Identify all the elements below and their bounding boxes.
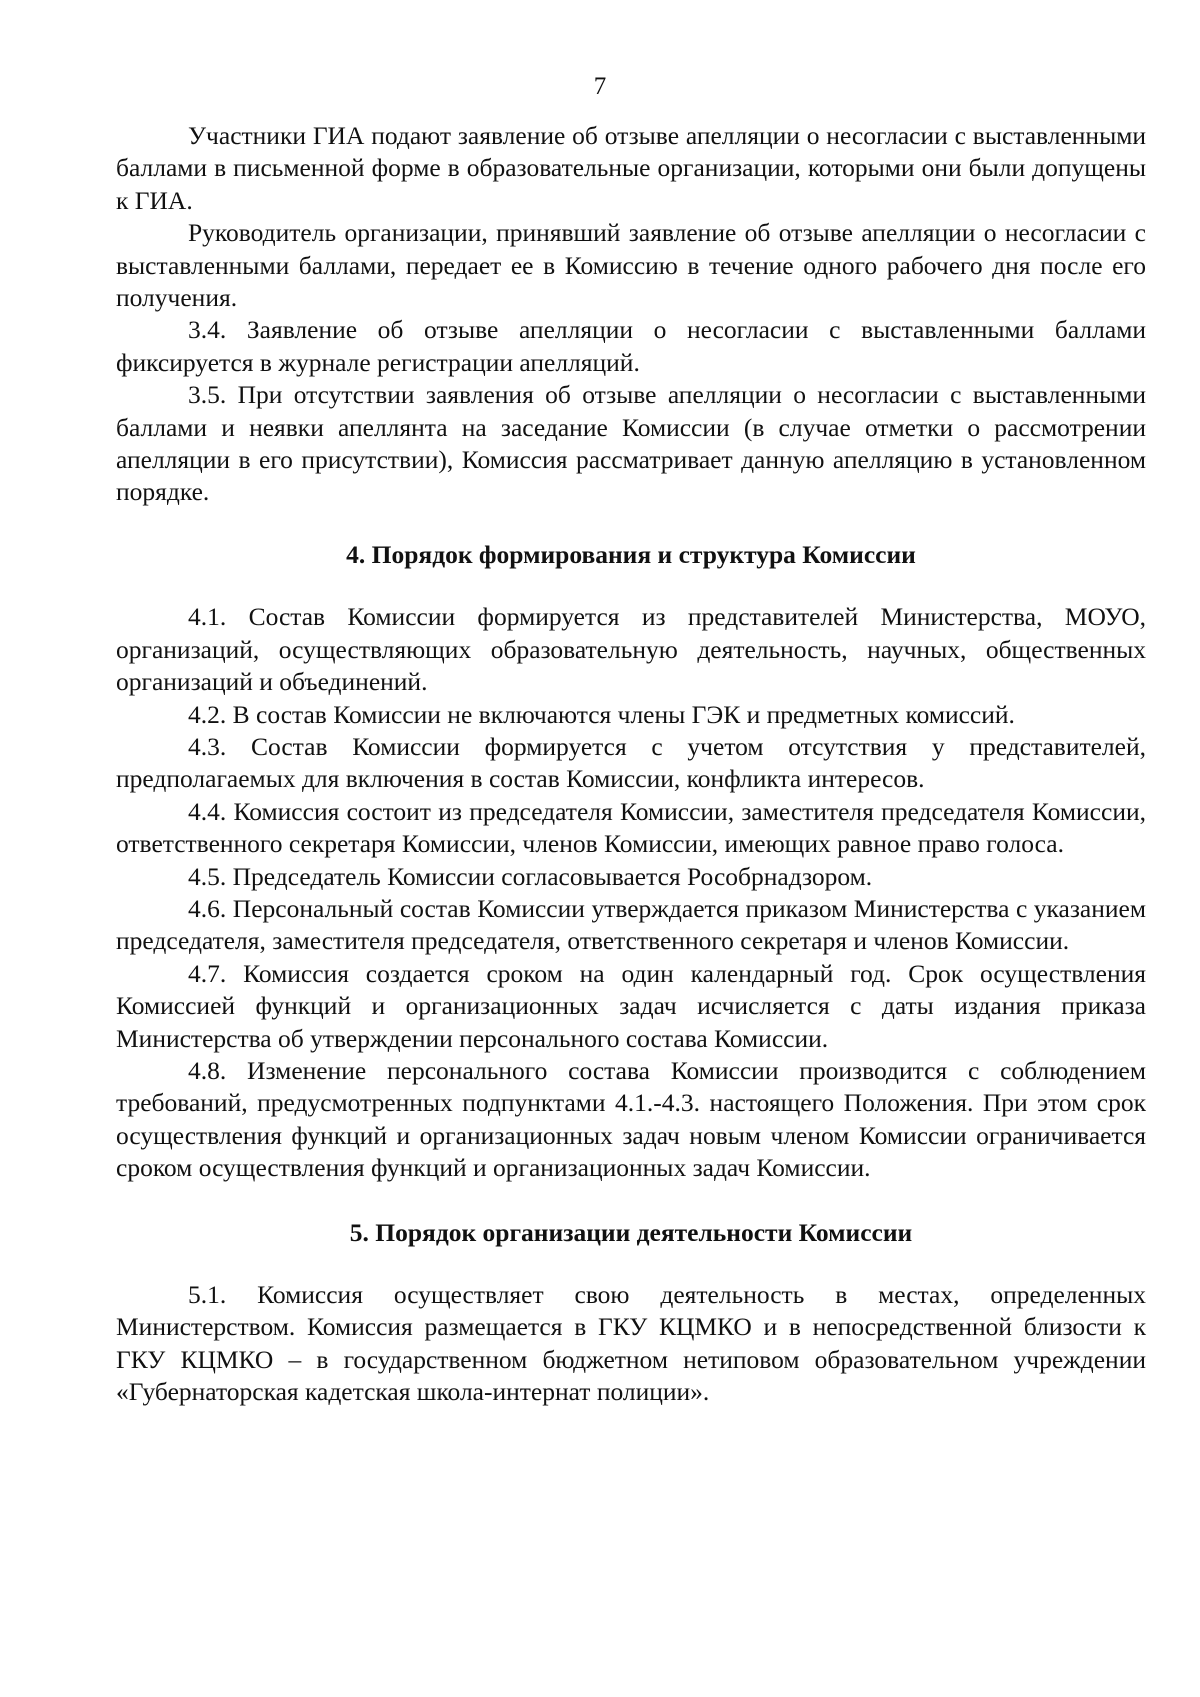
paragraph-head-of-organization: Руководитель организации, принявший заявление об отзыве апелляции о несогласии с выставленными баллами, передает ее в Комиссию в течение одного рабочего дня после его получения. (116, 218, 1146, 313)
paragraph-4-3: 4.3. Состав Комиссии формируется с учетом отсутствия у представителей, предполагаемых для включения в состав Комиссии, конфликта интересов. (116, 731, 1146, 794)
paragraph-4-5: 4.5. Председатель Комиссии согласовывается Рособрнадзором. (188, 861, 873, 891)
paragraph-3-4: 3.4. Заявление об отзыве апелляции о несогласии с выставленными баллами фиксируется в журнале регистрации апелляций. (116, 315, 1146, 377)
paragraph-4-1: 4.1. Состав Комиссии формируется из представителей Министерства, МОУО, организаций, осуществляющих образовательную деятельность, научных, общественных организаций и объединений. (116, 602, 1146, 697)
paragraph-4-7: 4.7. Комиссия создается сроком на один календарный год. Срок осуществления Комиссией функций и организационных задач исчисляется с даты издания приказа Министерства об утверждении персонального состава Комиссии. (116, 958, 1146, 1053)
paragraph-3-5: 3.5. При отсутствии заявления об отзыве апелляции о несогласии с выставленными баллами и неявки апеллянта на заседание Комиссии (в случае отметки о рассмотрении апелляции в его присутствии), Комиссия рассматривает данную апелляцию в установленном порядке. (116, 380, 1146, 507)
page-number: 7 (593, 73, 607, 100)
paragraph-4-8: 4.8. Изменение персонального состава Комиссии производится с соблюдением требований, предусмотренных подпунктами 4.1.-4.3. настоящего Положения. При этом срок осуществления функций и организационных задач новым членом Комиссии ограничивается сроком осуществления функций и организационных задач Комиссии. (116, 1055, 1146, 1183)
paragraph-5-1: 5.1. Комиссия осуществляет свою деятельность в местах, определенных Министерством. Комиссия размещается в ГКУ КЦМКО и в непосредственной близости к ГКУ КЦМКО – в государственном бюджетном нетиповом образовательном учреждении «Губернаторская кадетская школа-интернат полиции». (116, 1280, 1146, 1407)
section-4-heading: 4. Порядок формирования и структура Комиссии (346, 539, 916, 569)
paragraph-appeal-withdrawal-submission: Участники ГИА подают заявление об отзыве апелляции о несогласии с выставленными баллами в письменной форме в образовательные организации, которыми они были допущены к ГИА. (116, 121, 1146, 215)
paragraph-4-4: 4.4. Комиссия состоит из председателя Комиссии, заместителя председателя Комиссии, ответственного секретаря Комиссии, членов Комиссии, имеющих равное право голоса. (116, 796, 1146, 859)
document-body (116, 120, 1146, 1409)
paragraph-4-6: 4.6. Персональный состав Комиссии утверждается приказом Министерства с указанием председателя, заместителя председателя, ответственного секретаря и членов Комиссии. (116, 893, 1146, 956)
section-5-heading: 5. Порядок организации деятельности Комиссии (349, 1217, 913, 1247)
paragraph-4-2: 4.2. В состав Комиссии не включаются члены ГЭК и предметных комиссий. (188, 699, 1015, 729)
